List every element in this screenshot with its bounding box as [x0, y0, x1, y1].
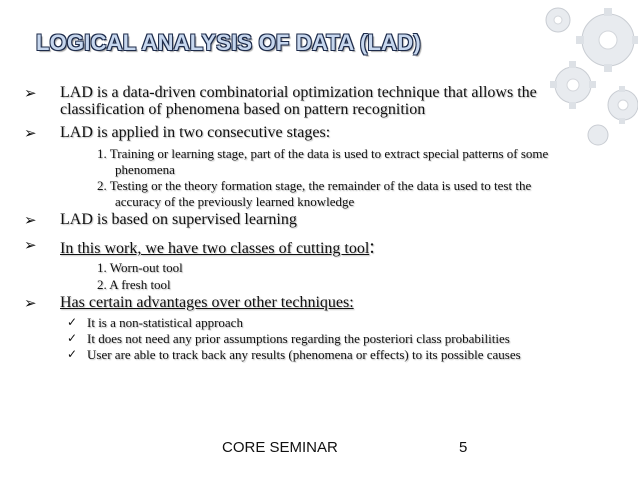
check-bullet-icon: ✓: [67, 331, 78, 345]
bullet-4-colon: :: [369, 236, 375, 258]
numbered-item-1-line-1: 1. Training or learning stage, part of the data is used to extract special patterns of some: [97, 146, 549, 161]
arrow-bullet-icon: ➢: [24, 124, 37, 142]
advantage-item-3: User are able to track back any results (phenomena or effects) to its possible causes: [87, 347, 521, 362]
arrow-bullet-icon: ➢: [24, 211, 37, 229]
page-number: 5: [459, 439, 468, 456]
bullet-5-text: Has certain advantages over other techniques:: [60, 294, 354, 311]
check-bullet-icon: ✓: [67, 315, 78, 329]
slide-title: LOGICAL ANALYSIS OF DATA (LAD): [36, 30, 421, 55]
class-item-2: 2. A fresh tool: [97, 277, 171, 292]
numbered-item-2-line-2: accuracy of the previously learned knowledge: [115, 194, 355, 209]
gears-decoration-icon: [458, 0, 638, 150]
numbered-item-2-line-1: 2. Testing or the theory formation stage, the remainder of the data is used to test the: [97, 178, 532, 193]
bullet-1-line-1: LAD is a data-driven combinatorial optimization technique that allows the: [60, 84, 537, 101]
arrow-bullet-icon: ➢: [24, 84, 37, 102]
numbered-item-1-line-2: phenomena: [115, 162, 175, 177]
bullet-3-text: LAD is based on supervised learning: [60, 211, 297, 228]
bullet-2-text: LAD is applied in two consecutive stages:: [60, 124, 331, 141]
footer-label: CORE SEMINAR: [222, 439, 338, 456]
advantage-item-1: It is a non-statistical approach: [87, 315, 243, 330]
arrow-bullet-icon: ➢: [24, 294, 37, 312]
check-bullet-icon: ✓: [67, 347, 78, 361]
bullet-4-underlined-text: In this work, we have two classes of cutting tool: [60, 240, 370, 257]
bullet-4-text: [60, 236, 375, 259]
bullet-1-line-2: classification of phenomena based on pattern recognition: [60, 101, 426, 118]
arrow-bullet-icon: ➢: [24, 236, 37, 254]
class-item-1: 1. Worn-out tool: [97, 260, 183, 275]
advantage-item-2: It does not need any prior assumptions regarding the posteriori class probabilities: [87, 331, 510, 346]
